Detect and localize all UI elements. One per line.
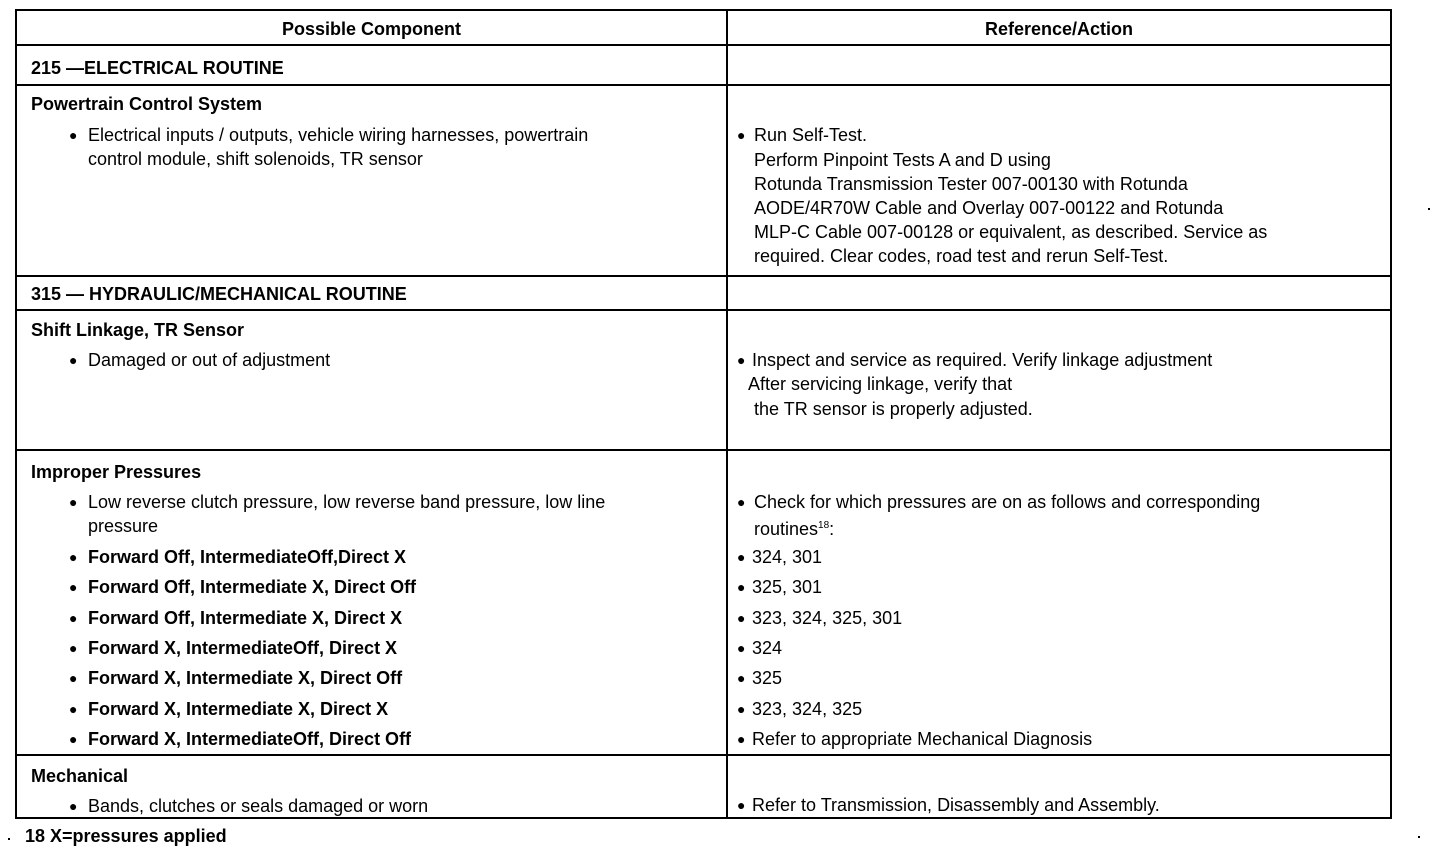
- routines-label: routines: [754, 519, 819, 539]
- bullet-icon: ●: [69, 579, 78, 595]
- bullet-icon: ●: [737, 610, 746, 626]
- bullet-icon: ●: [69, 701, 78, 717]
- pressure-row-action: 324: [752, 638, 783, 658]
- action-text: After servicing linkage, verify that: [748, 374, 1013, 394]
- scan-speck: [1418, 836, 1420, 838]
- bullet-icon: ●: [737, 731, 746, 747]
- action-text: required. Clear codes, road test and rerun Self-Test.: [754, 246, 1169, 266]
- scan-speck: [1428, 208, 1430, 210]
- bullet-icon: ●: [737, 352, 746, 368]
- group-title-powertrain: Powertrain Control System: [31, 94, 263, 114]
- column-header-component: Possible Component: [281, 19, 461, 39]
- bullet-icon: ●: [69, 670, 78, 686]
- footnote-marker: 18: [818, 520, 830, 531]
- pressure-row-action: 323, 324, 325: [752, 699, 863, 719]
- component-text: Electrical inputs / outputs, vehicle wiring harnesses, powertrain: [88, 125, 589, 145]
- diagnosis-table: [15, 9, 1392, 819]
- group-title-mechanical: Mechanical: [31, 766, 129, 786]
- pressure-row-component: Forward X, IntermediateOff, Direct X: [88, 638, 398, 658]
- action-text: the TR sensor is properly adjusted.: [754, 399, 1033, 419]
- pressure-row-action: 325: [752, 668, 783, 688]
- colon-text: :: [829, 519, 835, 539]
- action-text: Perform Pinpoint Tests A and D using: [754, 150, 1051, 170]
- footnote: 18 X=pressures applied: [25, 826, 227, 846]
- row-divider: [17, 84, 1390, 86]
- pressure-row-action: Refer to appropriate Mechanical Diagnosis: [752, 729, 1093, 749]
- bullet-icon: ●: [737, 701, 746, 717]
- row-divider: [17, 44, 1390, 46]
- scan-speck: [8, 838, 10, 840]
- bullet-icon: ●: [737, 494, 746, 510]
- bullet-icon: ●: [737, 797, 746, 813]
- action-text: [754, 514, 834, 541]
- action-text: Rotunda Transmission Tester 007-00130 with Rotunda: [754, 174, 1188, 194]
- row-divider: [17, 309, 1390, 311]
- pressure-row-component: Forward Off, Intermediate X, Direct X: [88, 608, 403, 628]
- action-text: MLP-C Cable 007-00128 or equivalent, as described. Service as: [754, 222, 1268, 242]
- bullet-icon: ●: [69, 640, 78, 656]
- pressure-row-component: Forward X, Intermediate X, Direct X: [88, 699, 389, 719]
- action-text: Check for which pressures are on as follows and corresponding: [754, 492, 1261, 512]
- bullet-icon: ●: [737, 127, 746, 143]
- bullet-icon: ●: [737, 670, 746, 686]
- pressure-row-action: 323, 324, 325, 301: [752, 608, 903, 628]
- pressure-row-component: Forward X, Intermediate X, Direct Off: [88, 668, 403, 688]
- bullet-icon: ●: [69, 494, 78, 510]
- bullet-icon: ●: [737, 549, 746, 565]
- pressure-row-action: 325, 301: [752, 577, 823, 597]
- column-divider: [726, 11, 728, 817]
- action-text: Inspect and service as required. Verify linkage adjustment: [752, 350, 1213, 370]
- action-text: AODE/4R70W Cable and Overlay 007-00122 and Rotunda: [754, 198, 1224, 218]
- group-title-pressures: Improper Pressures: [31, 462, 202, 482]
- component-text: Low reverse clutch pressure, low reverse band pressure, low line: [88, 492, 606, 512]
- bullet-icon: ●: [69, 610, 78, 626]
- bullet-icon: ●: [69, 731, 78, 747]
- bullet-icon: ●: [737, 640, 746, 656]
- pressure-row-action: 324, 301: [752, 547, 823, 567]
- component-text: Damaged or out of adjustment: [88, 350, 331, 370]
- group-title-shift-linkage: Shift Linkage, TR Sensor: [31, 320, 245, 340]
- row-divider: [17, 275, 1390, 277]
- bullet-icon: ●: [737, 579, 746, 595]
- action-text: Refer to Transmission, Disassembly and Assembly.: [752, 795, 1160, 815]
- pressure-row-component: Forward Off, Intermediate X, Direct Off: [88, 577, 417, 597]
- bullet-icon: ●: [69, 549, 78, 565]
- section-title-hydraulic: 315 — HYDRAULIC/MECHANICAL ROUTINE: [31, 284, 407, 304]
- component-text: control module, shift solenoids, TR sensor: [88, 149, 423, 169]
- component-text: Bands, clutches or seals damaged or worn: [88, 796, 429, 816]
- row-divider: [17, 449, 1390, 451]
- pressure-row-component: Forward Off, IntermediateOff,Direct X: [88, 547, 407, 567]
- bullet-icon: ●: [69, 798, 78, 814]
- section-title-electrical: 215 —ELECTRICAL ROUTINE: [31, 58, 284, 78]
- pressure-row-component: Forward X, IntermediateOff, Direct Off: [88, 729, 412, 749]
- component-text: pressure: [88, 516, 159, 536]
- bullet-icon: ●: [69, 352, 78, 368]
- column-header-action: Reference/Action: [984, 19, 1134, 39]
- action-text: Run Self-Test.: [754, 125, 868, 145]
- bullet-icon: ●: [69, 127, 78, 143]
- row-divider: [17, 754, 1390, 756]
